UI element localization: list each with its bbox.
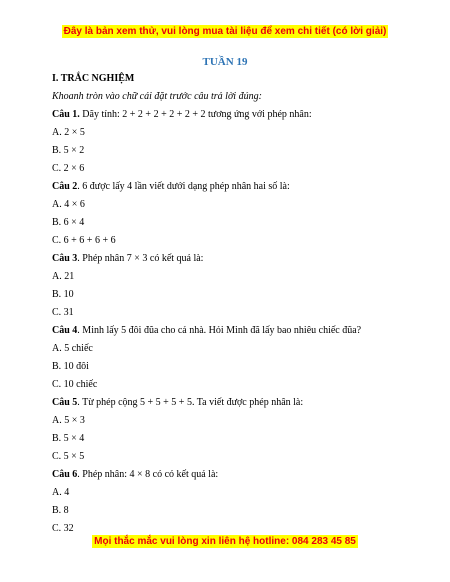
question-text — [52, 397, 422, 409]
question-body: Dãy tính: 2 + 2 + 2 + 2 + 2 + 2 tương ứng với phép nhân: — [79, 109, 312, 120]
answer-option: A. 5 × 3 — [52, 415, 85, 426]
question-number: Câu 2 — [52, 181, 78, 192]
section-heading: I. TRẮC NGHIỆM — [52, 73, 135, 84]
question-body: . 6 được lấy 4 lần viết dưới dạng phép nhân hai số là: — [77, 181, 290, 192]
question-block — [52, 325, 422, 391]
answer-option: C. 32 — [52, 523, 74, 534]
question-number: Câu 1. — [52, 109, 80, 120]
answer-option: A. 4 × 6 — [52, 199, 85, 210]
answer-option: B. 8 — [52, 505, 69, 516]
hotline-banner — [0, 536, 450, 547]
question-number: Câu 4 — [52, 325, 78, 336]
quiz-content — [52, 70, 422, 535]
answer-option: A. 4 — [52, 487, 70, 498]
answer-option: B. 6 × 4 — [52, 217, 85, 228]
answer-option: B. 10 — [52, 289, 74, 300]
answer-option: A. 5 chiếc — [52, 343, 93, 354]
question-number: Câu 3 — [52, 253, 78, 264]
question-text — [52, 253, 422, 265]
answer-option: B. 5 × 2 — [52, 145, 85, 156]
answer-option: C. 2 × 6 — [52, 163, 85, 174]
answer-option: A. 21 — [52, 271, 75, 282]
question-block — [52, 397, 422, 463]
instruction-text: Khoanh tròn vào chữ cái đặt trước câu trả lời đúng: — [52, 91, 262, 102]
question-block — [52, 181, 422, 247]
answer-option: C. 5 × 5 — [52, 451, 85, 462]
preview-notice-text: Đây là bản xem thử, vui lòng mua tài liệu để xem chi tiết (có lời giải) — [63, 26, 387, 37]
answer-option: B. 10 đôi — [52, 361, 89, 372]
preview-notice-banner — [0, 26, 450, 37]
question-text — [52, 325, 422, 337]
answer-option: C. 31 — [52, 307, 74, 318]
question-block — [52, 253, 422, 319]
question-block — [52, 109, 422, 175]
question-text — [52, 109, 422, 121]
answer-option: C. 6 + 6 + 6 + 6 — [52, 235, 116, 246]
hotline-text: Mọi thắc mắc vui lòng xin liên hệ hotline: 084 283 45 85 — [94, 536, 356, 547]
question-text — [52, 469, 422, 481]
page-title: TUẦN 19 — [202, 56, 248, 68]
answer-option: A. 2 × 5 — [52, 127, 85, 138]
answer-option: B. 5 × 4 — [52, 433, 85, 444]
question-body: . Minh lấy 5 đôi đũa cho cả nhà. Hỏi Minh đã lấy bao nhiêu chiếc đũa? — [77, 325, 362, 336]
question-number: Câu 6 — [52, 469, 78, 480]
question-body: . Phép nhân: 4 × 8 có có kết quả là: — [77, 469, 219, 480]
question-number: Câu 5 — [52, 397, 78, 408]
question-text — [52, 181, 422, 193]
question-block — [52, 469, 422, 535]
answer-option: C. 10 chiếc — [52, 379, 98, 390]
question-body: . Từ phép cộng 5 + 5 + 5 + 5. Ta viết được phép nhân là: — [77, 397, 304, 408]
question-body: . Phép nhân 7 × 3 có kết quả là: — [77, 253, 204, 264]
